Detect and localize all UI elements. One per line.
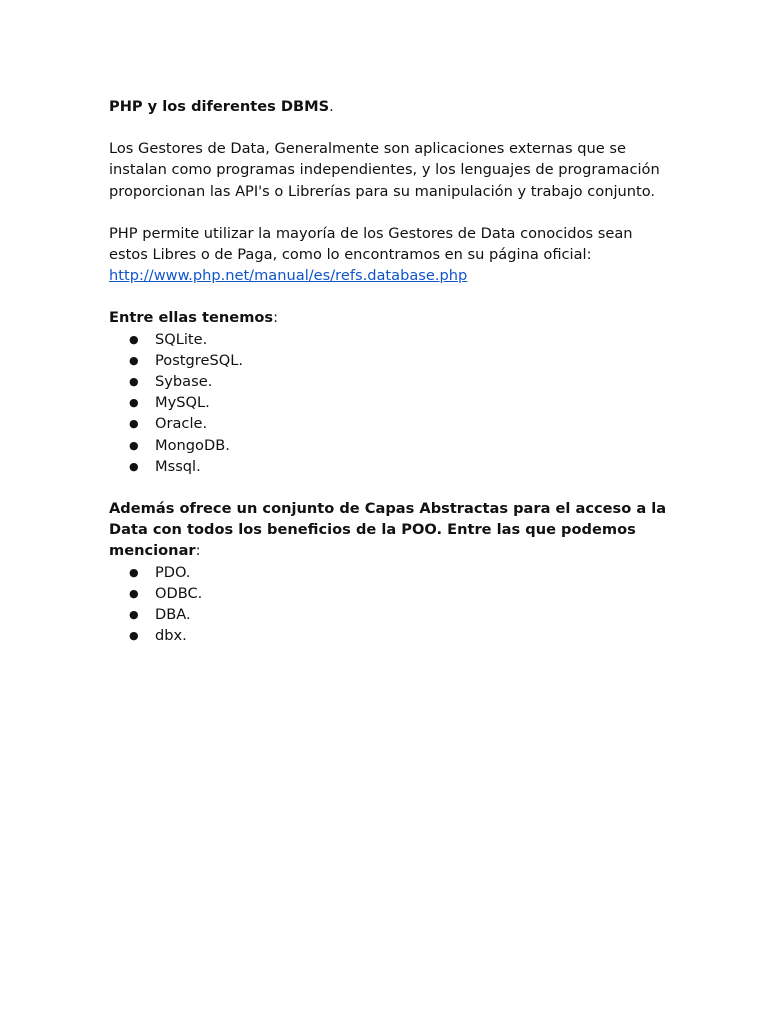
bullet-icon: ●: [129, 586, 139, 600]
title-period: .: [329, 98, 334, 115]
list-item-label: dbx.: [155, 627, 187, 645]
list2-lead-colon: :: [195, 542, 201, 560]
bullet-icon: ●: [129, 375, 139, 389]
title-text: PHP y los diferentes DBMS: [109, 98, 330, 115]
bullet-icon: ●: [129, 438, 139, 452]
list-item: [109, 350, 669, 371]
list-item-label: SQLite.: [155, 330, 208, 348]
bullet-icon: ●: [129, 629, 139, 643]
paragraph-intro: Los Gestores de Data, Generalmente son aplicaciones externas que se instalan como programas independientes, y los lenguajes de programación proporcionan las API's o Librerías para su manipulación y trabajo conjunto.: [109, 140, 660, 200]
list-item: [109, 329, 669, 350]
php-manual-link[interactable]: http://www.php.net/manual/es/refs.database.php: [109, 267, 468, 285]
list-item: [109, 625, 669, 646]
list-item-label: PDO.: [155, 563, 191, 581]
bullet-icon: ●: [129, 353, 139, 367]
list-item-label: MongoDB.: [155, 436, 230, 454]
bullet-icon: ●: [129, 332, 139, 346]
list-item: [109, 435, 669, 456]
list-item: [109, 604, 669, 625]
list-item: [109, 392, 669, 413]
list2-lead-bold: Además ofrece un conjunto de Capas Abstractas para el acceso a la Data con todos los beneficios de la POO. Entre las que podemos mencionar: [109, 500, 667, 560]
list1-lead: [109, 307, 669, 328]
bullet-icon: ●: [129, 396, 139, 410]
list-item: [109, 371, 669, 392]
list-item: [109, 583, 669, 604]
list1-lead-bold: Entre ellas tenemos: [109, 309, 274, 327]
list-item: [109, 413, 669, 434]
list-item-label: MySQL.: [155, 394, 210, 412]
list-item-label: ODBC.: [155, 584, 203, 602]
dbms-list: [109, 329, 669, 477]
list1-lead-colon: :: [273, 309, 279, 327]
list2-lead: [109, 498, 669, 562]
bullet-icon: ●: [129, 417, 139, 431]
list-item-label: Sybase.: [155, 373, 213, 391]
document-title: [109, 96, 669, 117]
list-item-label: Mssql.: [155, 457, 201, 475]
bullet-icon: ●: [129, 608, 139, 622]
bullet-icon: ●: [129, 459, 139, 473]
bullet-icon: ●: [129, 565, 139, 579]
list-item: [109, 456, 669, 477]
abstraction-layers-list: [109, 562, 669, 647]
document-page: [109, 96, 669, 667]
paragraph-dbms-support: [109, 223, 669, 287]
list-item-label: PostgreSQL.: [155, 351, 243, 369]
list-item-label: DBA.: [155, 606, 191, 624]
list-item-label: Oracle.: [155, 415, 208, 433]
paragraph-dbms-text: PHP permite utilizar la mayoría de los Gestores de Data conocidos sean estos Libres o de Paga, como lo encontramos en su página oficial:: [109, 224, 633, 264]
list-item: [109, 562, 669, 583]
